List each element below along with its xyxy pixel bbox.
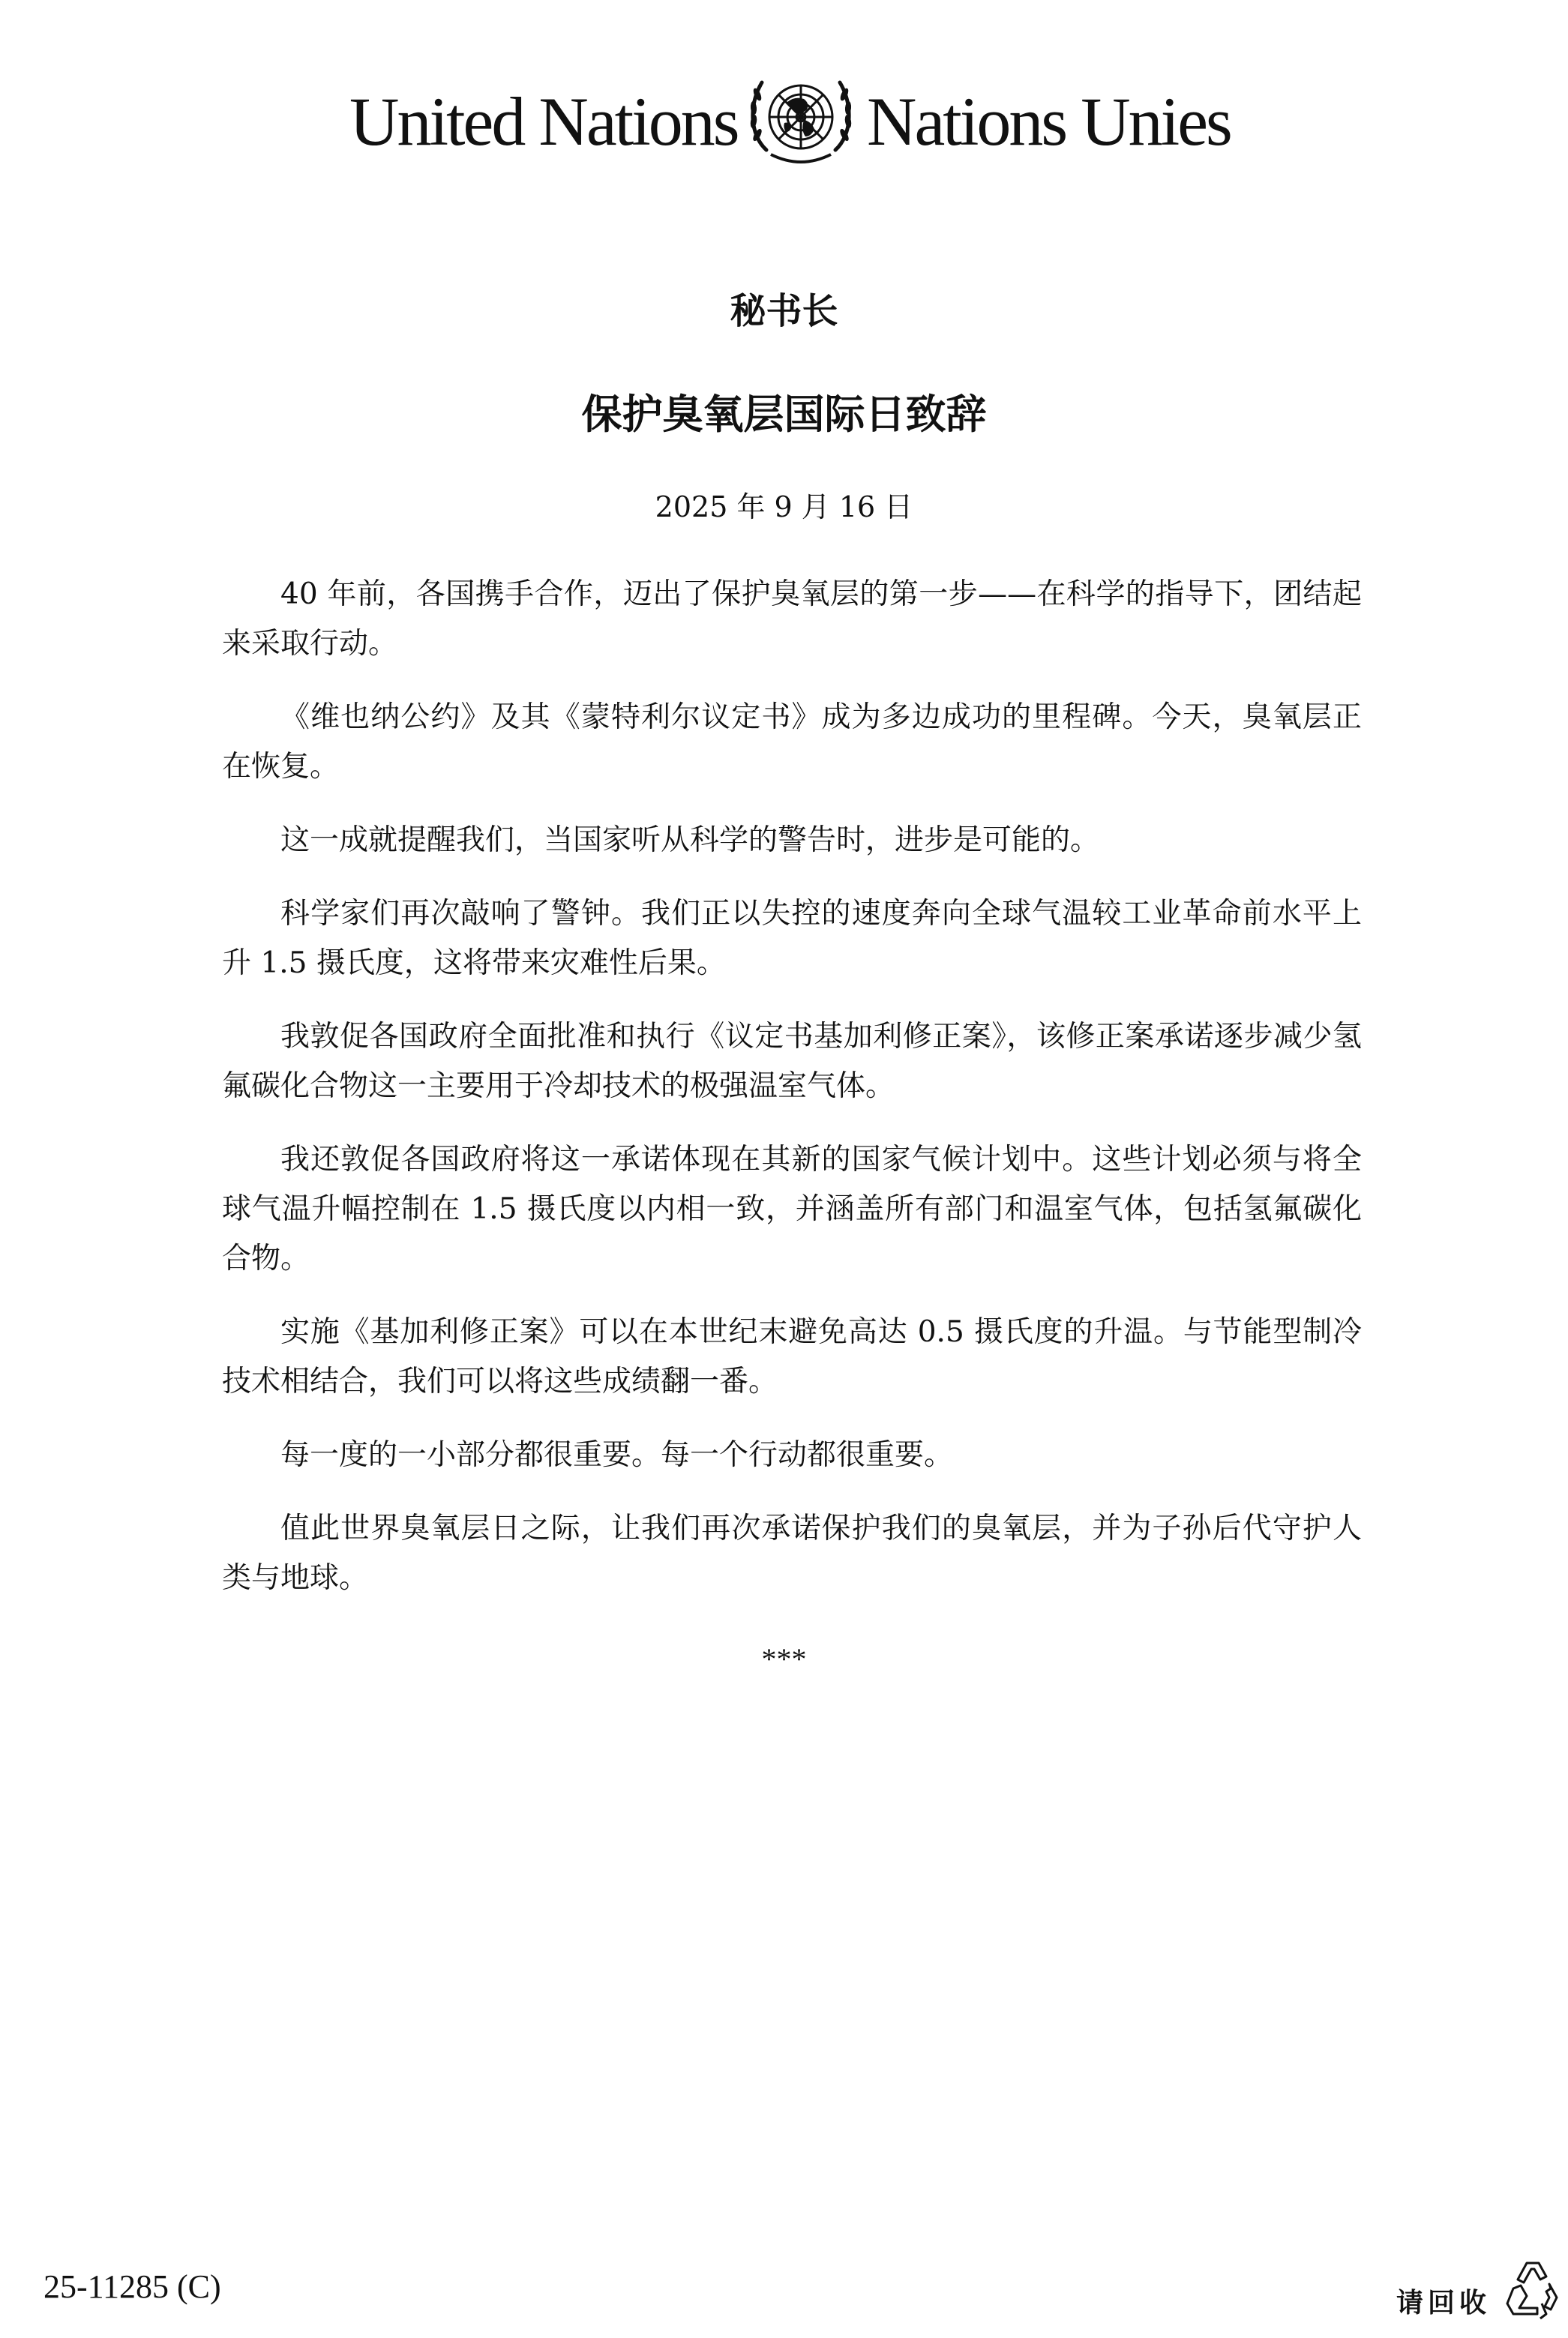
document-date: 2025 年 9 月 16 日 xyxy=(655,490,913,523)
recycle-icon xyxy=(1504,2256,1561,2320)
letterhead-french: Nations Unies xyxy=(867,83,1231,160)
letterhead xyxy=(0,52,1568,165)
message-body xyxy=(222,570,1362,1627)
paragraph: 我敦促各国政府全面批准和执行《议定书基加利修正案》，该修正案承诺逐步减少氢氟碳化合物这一主要用于冷却技术的极强温室气体。 xyxy=(222,1020,1362,1103)
paragraph: 40 年前，各国携手合作，迈出了保护臭氧层的第一步——在科学的指导下，团结起来采取行动。 xyxy=(222,577,1362,661)
paragraph: 我还敦促各国政府将这一承诺体现在其新的国家气候计划中。这些计划必须与将全球气温升幅控制在 1.5 摄氏度以内相一致，并涵盖所有部门和温室气体，包括氢氟碳化合物。 xyxy=(222,1143,1362,1275)
letterhead-english: United Nations xyxy=(349,83,738,160)
paragraph: 每一度的一小部分都很重要。每一个行动都很重要。 xyxy=(280,1438,954,1472)
office-heading: 秘书长 xyxy=(730,290,838,332)
paragraph: 值此世界臭氧层日之际，让我们再次承诺保护我们的臭氧层，并为子孙后代守护人类与地球。 xyxy=(222,1512,1362,1595)
un-emblem-icon xyxy=(741,60,861,180)
paragraph: 实施《基加利修正案》可以在本世纪末避免高达 0.5 摄氏度的升温。与节能型制冷技术相结合，我们可以将这些成绩翻一番。 xyxy=(222,1315,1362,1398)
document-title: 保护臭氧层国际日致辞 xyxy=(581,391,987,438)
paragraph: 《维也纳公约》及其《蒙特利尔议定书》成为多边成功的里程碑。今天，臭氧层正在恢复。 xyxy=(222,700,1362,784)
paragraph: 这一成就提醒我们，当国家听从科学的警告时，进步是可能的。 xyxy=(280,823,1100,857)
section-separator: *** xyxy=(761,1642,807,1676)
recycle-label: 请回收 xyxy=(1396,2288,1492,2319)
paragraph: 科学家们再次敲响了警钟。我们正以失控的速度奔向全球气温较工业革命前水平上升 1.5 摄氏度，这将带来灾难性后果。 xyxy=(222,897,1362,980)
document-symbol: 25-11285 (C) xyxy=(43,2268,221,2305)
